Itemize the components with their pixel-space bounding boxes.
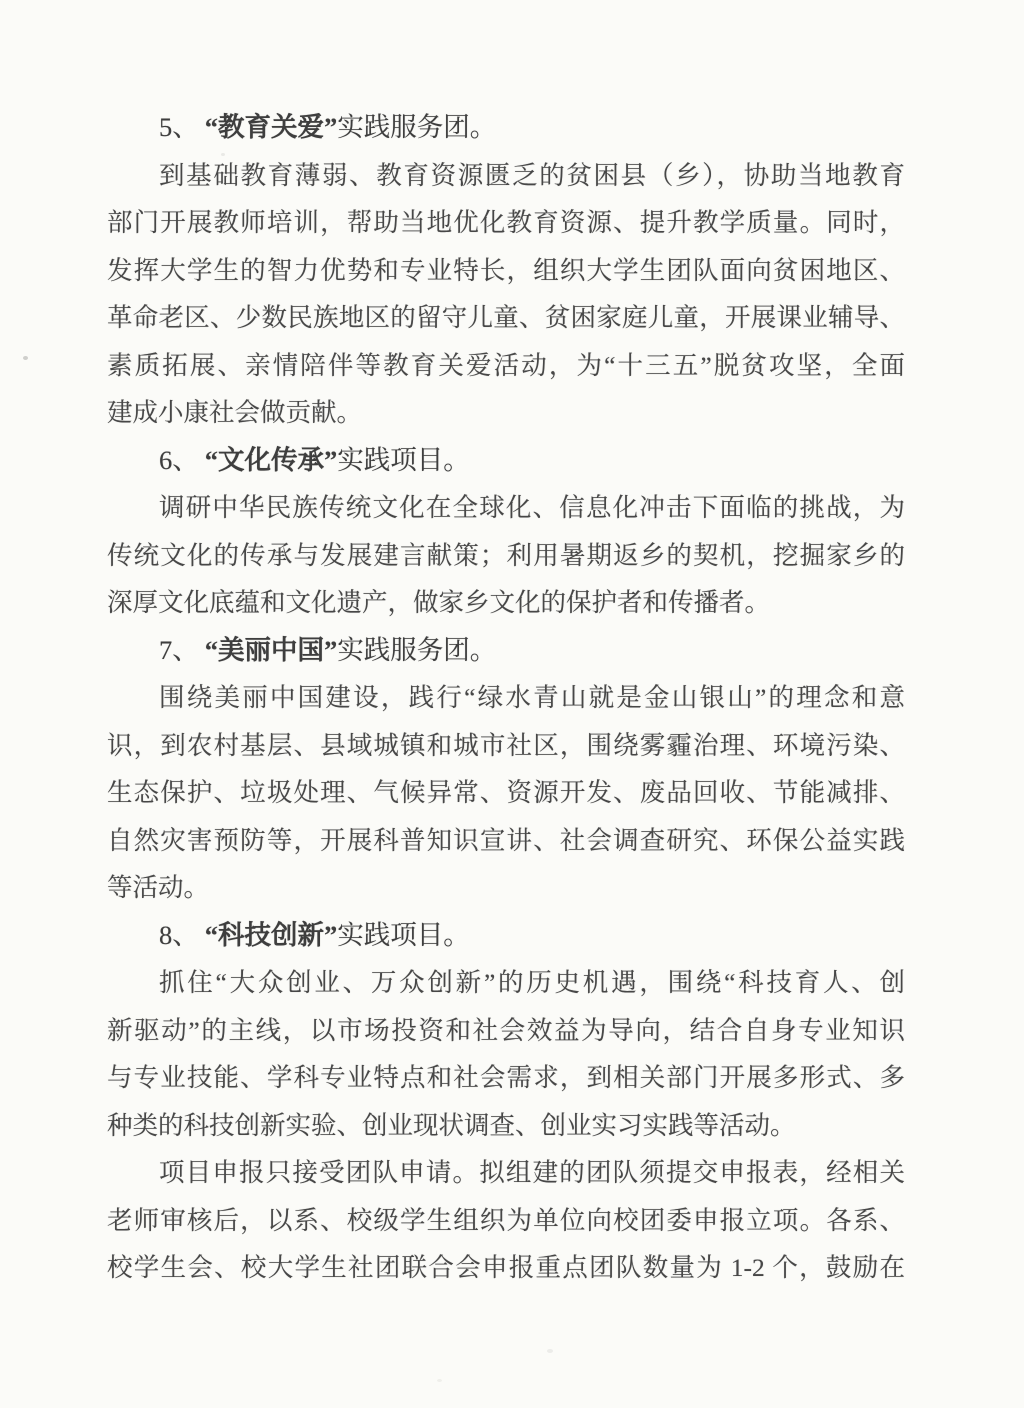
text-line: 老师审核后，以系、校级学生组织为单位向校团委申报立项。各系、 (107, 1205, 905, 1235)
heading-quoted-title: “科技创新” (204, 919, 338, 950)
text-line: 新驱动”的主线，以市场投资和社会效益为导向，结合自身专业知识 (107, 1015, 905, 1045)
heading-suffix: 实践项目。 (337, 919, 470, 950)
heading-section-5 (107, 104, 905, 152)
heading-section-7 (107, 627, 905, 675)
heading-suffix: 实践服务团。 (337, 634, 497, 665)
text-line: 校学生会、校大学生社团联合会申报重点团队数量为 1-2 个，鼓励在 (107, 1253, 905, 1282)
scan-speck (547, 1349, 553, 1353)
text-line: 到基础教育薄弱、教育资源匮乏的贫困县（乡），协助当地教育 (159, 160, 905, 190)
text-line: 抓住“大众创业、万众创新”的历史机遇，围绕“科技育人、创 (159, 968, 905, 997)
scan-speck (437, 1379, 442, 1382)
heading-number: 6、 (159, 444, 199, 475)
text-line: 项目申报只接受团队申请。拟组建的团队须提交申报表，经相关 (159, 1158, 905, 1187)
document-text (107, 104, 905, 1292)
text-line: 传统文化的传承与发展建言献策；利用暑期返乡的契机，挖掘家乡的 (107, 540, 905, 570)
heading-quoted-title: “文化传承” (204, 444, 338, 475)
heading-number: 7、 (159, 634, 199, 665)
text-line: 与专业技能、学科专业特点和社会需求，到相关部门开展多形式、多 (107, 1063, 905, 1092)
heading-number: 8、 (159, 919, 199, 950)
heading-section-6 (107, 437, 905, 485)
text-line: 部门开展教师培训，帮助当地优化教育资源、提升教学质量。同时， (107, 208, 905, 237)
text-line: 等活动。 (107, 873, 210, 902)
scan-speck (23, 356, 28, 360)
text-line: 革命老区、少数民族地区的留守儿童、贫困家庭儿童，开展课业辅导、 (107, 303, 905, 332)
text-line: 自然灾害预防等，开展科普知识宣讲、社会调查研究、环保公益实践 (107, 825, 905, 855)
text-line: 深厚文化底蕴和文化遗产，做家乡文化的保护者和传播者。 (107, 588, 771, 617)
heading-quoted-title: “教育关爱” (204, 112, 338, 142)
text-line: 调研中华民族传统文化在全球化、信息化冲击下面临的挑战，为 (159, 493, 905, 522)
text-line: 生态保护、垃圾处理、气候异常、资源开发、废品回收、节能减排、 (107, 778, 905, 807)
heading-suffix: 实践项目。 (337, 444, 470, 475)
text-line: 种类的科技创新实验、创业现状调查、创业实习实践等活动。 (107, 1110, 796, 1140)
heading-suffix: 实践服务团。 (337, 112, 497, 142)
text-line: 围绕美丽中国建设，践行“绿水青山就是金山银山”的理念和意 (159, 683, 905, 712)
text-line: 发挥大学生的智力优势和专业特长，组织大学生团队面向贫困地区、 (107, 255, 905, 285)
heading-quoted-title: “美丽中国” (204, 634, 338, 665)
text-line: 识，到农村基层、县域城镇和城市社区，围绕雾霾治理、环境污染、 (107, 730, 905, 760)
text-line: 素质拓展、亲情陪伴等教育关爱活动，为“十三五”脱贫攻坚，全面 (107, 350, 905, 380)
text-line: 建成小康社会做贡献。 (107, 398, 363, 427)
heading-number: 5、 (159, 112, 199, 142)
heading-section-8 (107, 912, 905, 960)
